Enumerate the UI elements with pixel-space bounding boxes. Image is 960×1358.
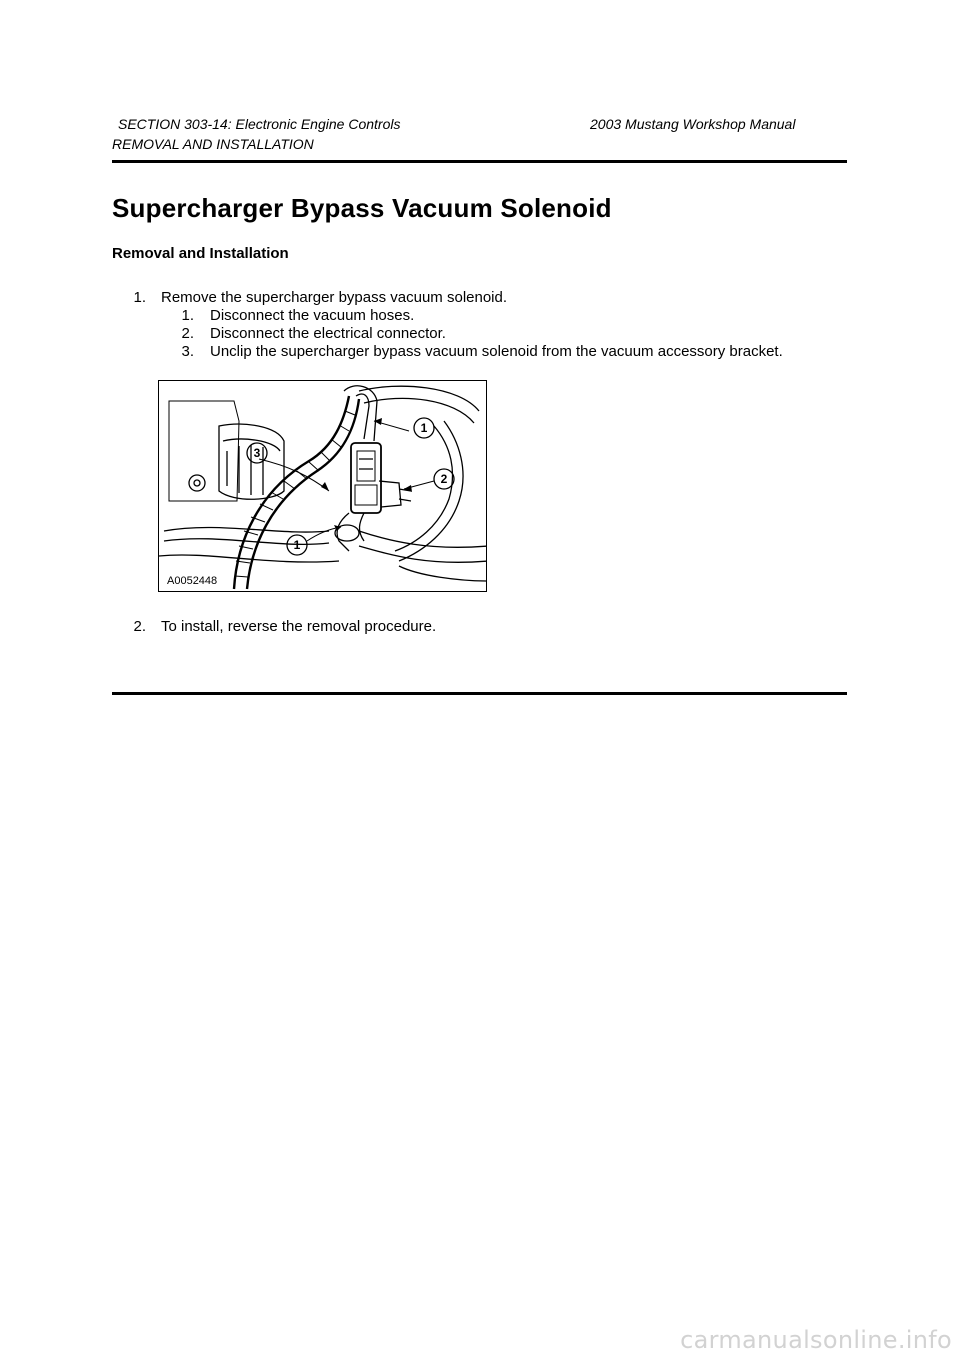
callout-2: 2 xyxy=(440,472,448,486)
section-subheading: REMOVAL AND INSTALLATION xyxy=(112,136,314,152)
callout-3: 3 xyxy=(253,446,261,460)
substep-number: 3. xyxy=(181,343,194,360)
step-number: 1. xyxy=(133,289,146,306)
step-number: 2. xyxy=(133,618,146,635)
section-header: SECTION 303-14: Electronic Engine Controls xyxy=(118,116,401,132)
callout-1-bottom: 1 xyxy=(293,538,301,552)
manual-title: 2003 Mustang Workshop Manual xyxy=(590,116,796,132)
step-text: Remove the supercharger bypass vacuum solenoid. xyxy=(161,289,508,306)
procedure-subtitle: Removal and Installation xyxy=(112,245,289,262)
substep-text: Disconnect the vacuum hoses. xyxy=(210,307,415,324)
substep-text: Unclip the supercharger bypass vacuum solenoid from the vacuum accessory bracket. xyxy=(210,343,783,360)
header-rule xyxy=(112,160,847,163)
solenoid-illustration xyxy=(158,380,487,592)
substep-number: 1. xyxy=(181,307,194,324)
figure-id: A0052448 xyxy=(167,575,218,587)
step-text: To install, reverse the removal procedure. xyxy=(161,618,437,635)
engine-bay-drawing xyxy=(159,381,487,592)
substep-number: 2. xyxy=(181,325,194,342)
callout-1-top: 1 xyxy=(420,421,428,435)
substep-text: Disconnect the electrical connector. xyxy=(210,325,446,342)
watermark: carmanualsonline.info xyxy=(680,1326,952,1354)
footer-rule xyxy=(112,692,847,695)
page-title: Supercharger Bypass Vacuum Solenoid xyxy=(112,193,612,223)
